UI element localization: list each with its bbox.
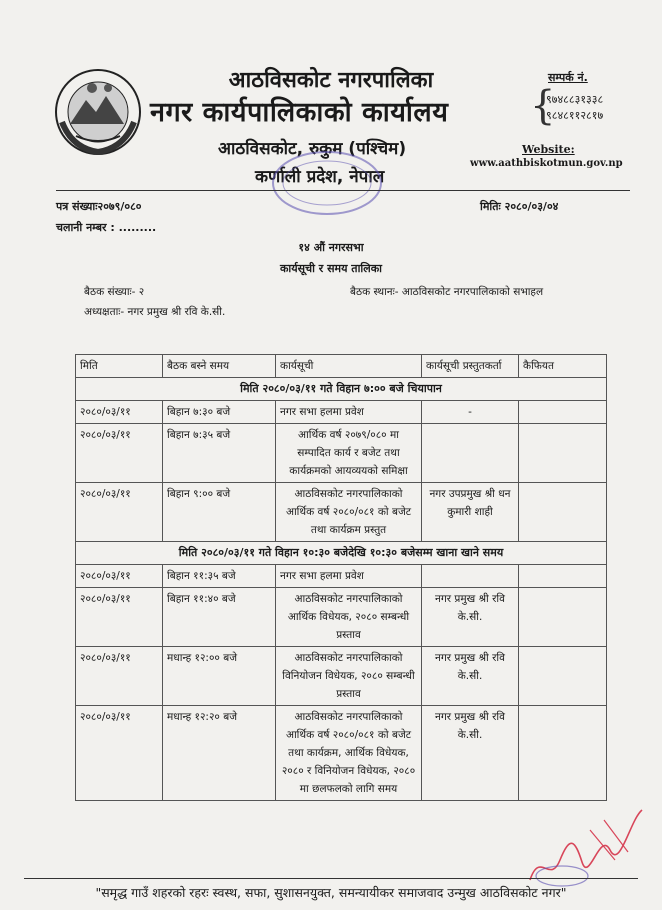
- website-url: www.aathbiskotmun.gov.np: [470, 158, 623, 169]
- row-presenter: [422, 424, 519, 483]
- row-time: बिहान ७:३० बजे: [163, 401, 276, 424]
- table-row: [76, 588, 607, 647]
- row-remarks: [519, 706, 607, 801]
- row-presenter: नगर प्रमुख श्री रवि के.सी.: [422, 706, 519, 801]
- meeting-title: १४ औं नगरसभा: [298, 241, 364, 254]
- break-row: [76, 542, 607, 565]
- row-agenda: आठविसकोट नगरपालिकाको आर्थिक वर्ष २०८०/०८१ को बजेट तथा कार्यक्रम प्रस्तुत: [276, 483, 422, 542]
- meeting-number: बैठक संख्याः- २: [84, 286, 145, 298]
- row-time: बिहान ११:४० बजे: [163, 588, 276, 647]
- tea-break-note: मिति २०८०/०३/११ गते विहान ७:०० बजे चियापान: [76, 378, 607, 401]
- table-header-row: [76, 355, 607, 378]
- office-stamp-icon: [268, 148, 386, 218]
- row-date: २०८०/०३/११: [76, 588, 163, 647]
- letter-date: मितिः २०८०/०३/०४: [480, 200, 559, 213]
- row-date: २०८०/०३/११: [76, 706, 163, 801]
- row-date: २०८०/०३/११: [76, 424, 163, 483]
- table-row: [76, 565, 607, 588]
- row-remarks: [519, 565, 607, 588]
- website-label: Website:: [522, 143, 575, 156]
- row-remarks: [519, 647, 607, 706]
- row-remarks: [519, 424, 607, 483]
- chairperson: अध्यक्षताः- नगर प्रमुख श्री रवि के.सी.: [84, 306, 226, 318]
- lunch-break-note: मिति २०८०/०३/११ गते विहान १०:३० बजेदेखि १०:३० बजेसम्म खाना खाने समय: [76, 542, 607, 565]
- row-date: २०८०/०३/११: [76, 565, 163, 588]
- row-presenter: नगर उपप्रमुख श्री धन कुमारी शाही: [422, 483, 519, 542]
- column-header: कार्यसूची: [276, 355, 422, 378]
- row-remarks: [519, 401, 607, 424]
- brace-icon: {: [530, 83, 556, 129]
- meeting-venue: बैठक स्थानः- आठविसकोट नगरपालिकाको सभाहल: [350, 286, 544, 298]
- row-date: २०८०/०३/११: [76, 647, 163, 706]
- row-agenda: नगर सभा हलमा प्रवेश: [276, 565, 422, 588]
- row-agenda: आठविसकोट नगरपालिकाको आर्थिक विधेयक, २०८० सम्बन्धी प्रस्ताव: [276, 588, 422, 647]
- schedule-title: कार्यसूची र समय तालिका: [279, 262, 383, 275]
- row-time: बिहान ९:०० बजे: [163, 483, 276, 542]
- row-presenter: [422, 565, 519, 588]
- row-date: २०८०/०३/११: [76, 483, 163, 542]
- column-header: बैठक बस्ने समय: [163, 355, 276, 378]
- table-row: [76, 424, 607, 483]
- table-row: [76, 706, 607, 801]
- office-name: नगर कार्यपालिकाको कार्यालय: [150, 97, 449, 128]
- table-row: [76, 647, 607, 706]
- schedule-table: [75, 354, 607, 801]
- column-header: मिति: [76, 355, 163, 378]
- row-remarks: [519, 588, 607, 647]
- row-time: बिहान ७:३५ बजे: [163, 424, 276, 483]
- row-time: बिहान ११:३५ बजे: [163, 565, 276, 588]
- reference-number: पत्र संख्याः२०७९/०८०: [56, 200, 142, 213]
- column-header: कार्यसूची प्रस्तुतकर्ता: [422, 355, 519, 378]
- row-agenda: आठविसकोट नगरपालिकाको आर्थिक वर्ष २०८०/०८१ को बजेट तथा कार्यक्रम, आर्थिक विधेयक, २०८० र विनियोजन विधेयक, २०८० मा छलफलको लागि समय: [276, 706, 422, 801]
- province-country: कर्णाली प्रदेश, नेपाल: [255, 167, 385, 187]
- row-agenda: आठविसकोट नगरपालिकाको विनियोजन विधेयक, २०८० सम्बन्धी प्रस्ताव: [276, 647, 422, 706]
- dispatch-number: चलानी नम्बर : .........: [56, 221, 157, 234]
- break-row: [76, 378, 607, 401]
- municipality-name: आठविसकोट नगरपालिका: [228, 68, 434, 93]
- row-date: २०८०/०३/११: [76, 401, 163, 424]
- phone-number: ९८४८११२८१७: [546, 109, 604, 122]
- row-presenter: नगर प्रमुख श्री रवि के.सी.: [422, 647, 519, 706]
- row-time: मधान्ह १२:०० बजे: [163, 647, 276, 706]
- table-row: [76, 483, 607, 542]
- row-time: मधान्ह १२:२० बजे: [163, 706, 276, 801]
- header-divider: [56, 190, 630, 191]
- row-presenter: -: [422, 401, 519, 424]
- contact-label: सम्पर्क नं.: [548, 71, 588, 84]
- row-agenda: आर्थिक वर्ष २०७९/०८० मा सम्पादित कार्य र बजेट तथा कार्यक्रमको आयव्ययको समिक्षा: [276, 424, 422, 483]
- footer-slogan: "समृद्ध गाउँ शहरको रहरः स्वस्थ, सफा, सुशासनयुक्त, समन्यायीकर समाजवाद उन्मुख आठविसकोट नगर": [95, 885, 567, 900]
- row-remarks: [519, 483, 607, 542]
- phone-number: ९७४८८३१३३८: [546, 93, 604, 106]
- office-address: आठविसकोट, रुकुम (पश्चिम): [218, 139, 407, 159]
- row-presenter: नगर प्रमुख श्री रवि के.सी.: [422, 588, 519, 647]
- table-row: [76, 401, 607, 424]
- footer-divider: [24, 878, 638, 879]
- row-agenda: नगर सभा हलमा प्रवेश: [276, 401, 422, 424]
- column-header: कैफियत: [519, 355, 607, 378]
